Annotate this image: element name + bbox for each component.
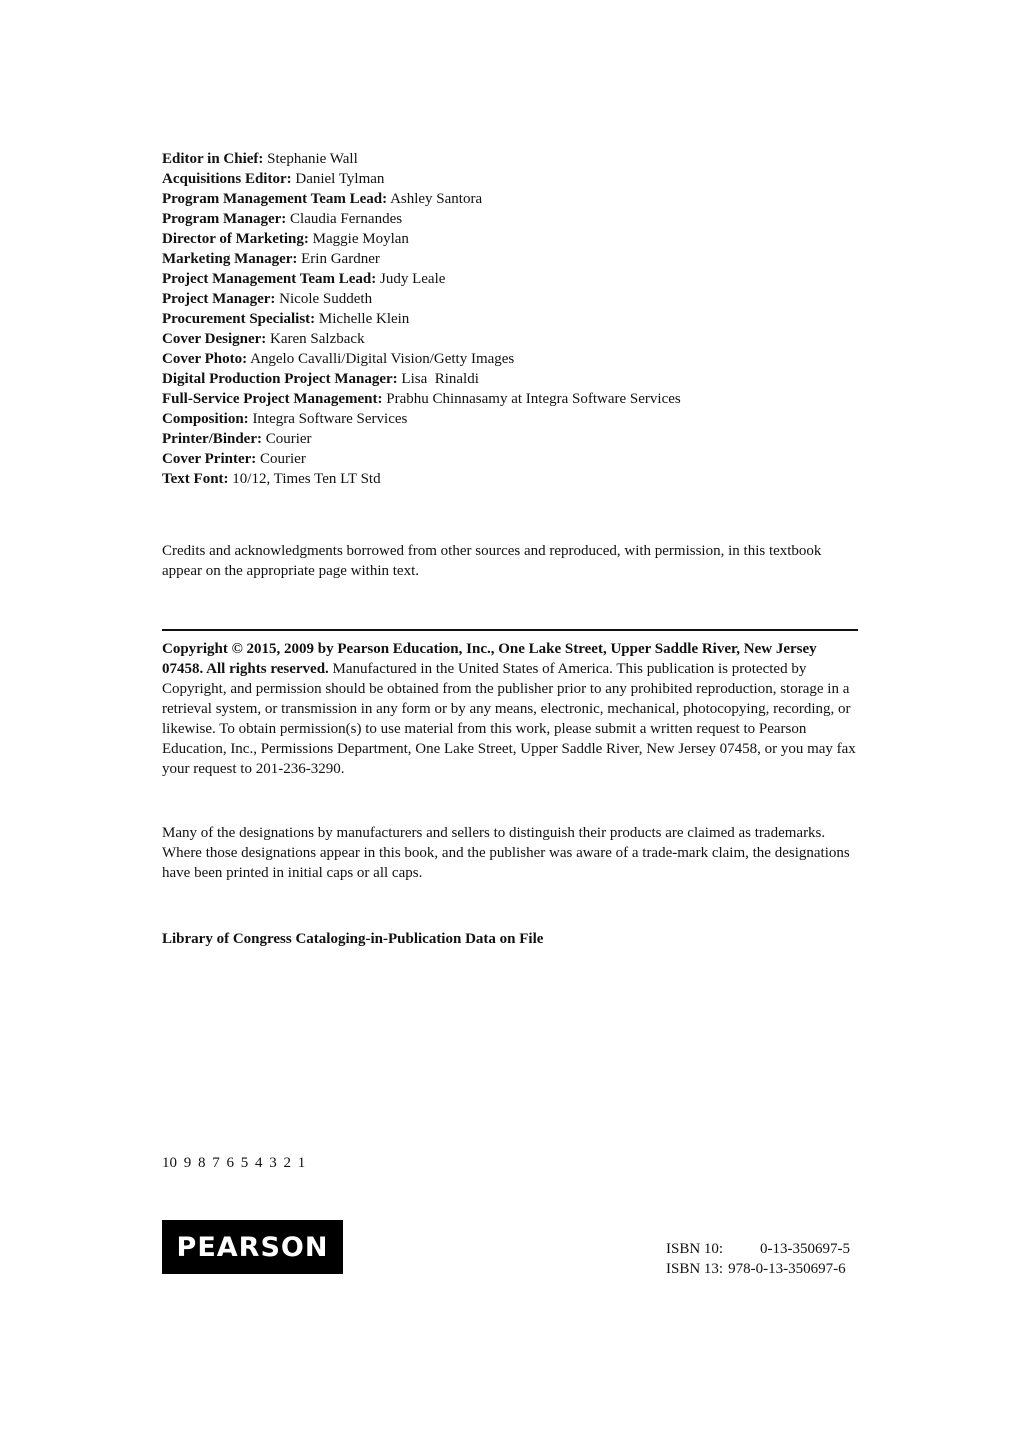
divider-rule bbox=[162, 629, 858, 631]
credit-name: Michelle Klein bbox=[318, 311, 410, 327]
credit-role: Cover Printer: bbox=[162, 451, 257, 467]
copyright-bold-text: Copyright © 2015, 2009 by Pearson Education, Inc., One Lake Street, Upper Saddle River, New Jersey 07458. All rights reserved. bbox=[162, 641, 817, 677]
credit-name: Courier bbox=[265, 431, 312, 447]
credit-role: Composition: bbox=[162, 411, 249, 427]
credit-name: Ashley Santora bbox=[390, 191, 483, 207]
credit-role: Cover Photo: bbox=[162, 351, 248, 367]
credit-role: Editor in Chief: bbox=[162, 151, 264, 167]
credit-role: Project Management Team Lead: bbox=[162, 271, 377, 287]
credit-line bbox=[162, 229, 862, 249]
trademarks-paragraph: Many of the designations by manufacturers and sellers to distinguish their products are claimed as trademarks. Where those designations appear in this book, and the publisher was aware of a trade-mark claim, the designations have been printed in initial caps or all caps. bbox=[162, 825, 850, 881]
credit-name: Maggie Moylan bbox=[312, 231, 409, 247]
credit-line bbox=[162, 269, 862, 289]
credit-role: Full-Service Project Management: bbox=[162, 391, 383, 407]
acknowledgments-paragraph: Credits and acknowledgments borrowed from other sources and reproduced, with permission, in this textbook appear on the appropriate page within text. bbox=[162, 543, 822, 579]
credit-role: Program Manager: bbox=[162, 211, 287, 227]
credit-line bbox=[162, 289, 862, 309]
isbn-label: ISBN 13: bbox=[666, 1261, 724, 1277]
credit-role: Printer/Binder: bbox=[162, 431, 262, 447]
credit-role: Acquisitions Editor: bbox=[162, 171, 292, 187]
cip-note: Library of Congress Cataloging-in-Publication Data on File bbox=[162, 931, 544, 947]
credit-name: 10/12, Times Ten LT Std bbox=[232, 471, 381, 487]
credit-line bbox=[162, 309, 862, 329]
credit-line bbox=[162, 369, 862, 389]
credit-role: Procurement Specialist: bbox=[162, 311, 316, 327]
credit-role: Text Font: bbox=[162, 471, 229, 487]
isbn-block bbox=[666, 1239, 866, 1279]
credit-role: Digital Production Project Manager: bbox=[162, 371, 398, 387]
isbn-value: 978-0-13-350697-6 bbox=[728, 1261, 846, 1277]
isbn-13-row bbox=[666, 1259, 866, 1279]
credit-name: Lisa Rinaldi bbox=[401, 371, 479, 387]
credit-line bbox=[162, 189, 862, 209]
credit-name: Nicole Suddeth bbox=[279, 291, 373, 307]
credit-name: Daniel Tylman bbox=[295, 171, 385, 187]
pearson-logo: PEARSON bbox=[162, 1220, 343, 1274]
credit-role: Program Management Team Lead: bbox=[162, 191, 388, 207]
credit-line bbox=[162, 209, 862, 229]
credit-line bbox=[162, 349, 862, 369]
credits-list bbox=[162, 149, 862, 489]
credit-name: Stephanie Wall bbox=[267, 151, 358, 167]
credit-name: Integra Software Services bbox=[252, 411, 408, 427]
credit-line bbox=[162, 389, 862, 409]
credit-name: Courier bbox=[260, 451, 306, 467]
credit-line bbox=[162, 449, 862, 469]
credit-role: Project Manager: bbox=[162, 291, 276, 307]
credit-line bbox=[162, 149, 862, 169]
credit-line bbox=[162, 429, 862, 449]
credit-name: Angelo Cavalli/Digital Vision/Getty Images bbox=[250, 351, 515, 367]
credit-line bbox=[162, 329, 862, 349]
credit-line bbox=[162, 169, 862, 189]
credit-name: Judy Leale bbox=[380, 271, 446, 287]
credit-role: Cover Designer: bbox=[162, 331, 267, 347]
credit-name: Erin Gardner bbox=[301, 251, 380, 267]
credit-line bbox=[162, 469, 862, 489]
print-line: 10 9 8 7 6 5 4 3 2 1 bbox=[162, 1155, 306, 1171]
isbn-label: ISBN 10: bbox=[666, 1241, 724, 1257]
copyright-paragraph bbox=[162, 639, 858, 779]
credit-role: Marketing Manager: bbox=[162, 251, 298, 267]
copyright-body-text: Manufactured in the United States of America. This publication is protected by Copyright, and permission should be obtained from the publisher prior to any prohibited reproduction, storage in a retrieval system, or transmission in any form or by any means, electronic, mechanical, photocopying, recording, or likewise. To obtain permission(s) to use material from this work, please submit a written request to Pearson Education, Inc., Permissions Department, One Lake Street, Upper Saddle River, New Jersey 07458, or you may fax your request to 201-236-3290. bbox=[162, 661, 856, 777]
credit-name: Karen Salzback bbox=[270, 331, 365, 347]
credit-name: Prabhu Chinnasamy at Integra Software Services bbox=[386, 391, 681, 407]
credit-name: Claudia Fernandes bbox=[290, 211, 403, 227]
credit-role: Director of Marketing: bbox=[162, 231, 309, 247]
isbn-10-row bbox=[666, 1239, 866, 1259]
credit-line bbox=[162, 409, 862, 429]
isbn-value: 0-13-350697-5 bbox=[760, 1241, 850, 1257]
credit-line bbox=[162, 249, 862, 269]
